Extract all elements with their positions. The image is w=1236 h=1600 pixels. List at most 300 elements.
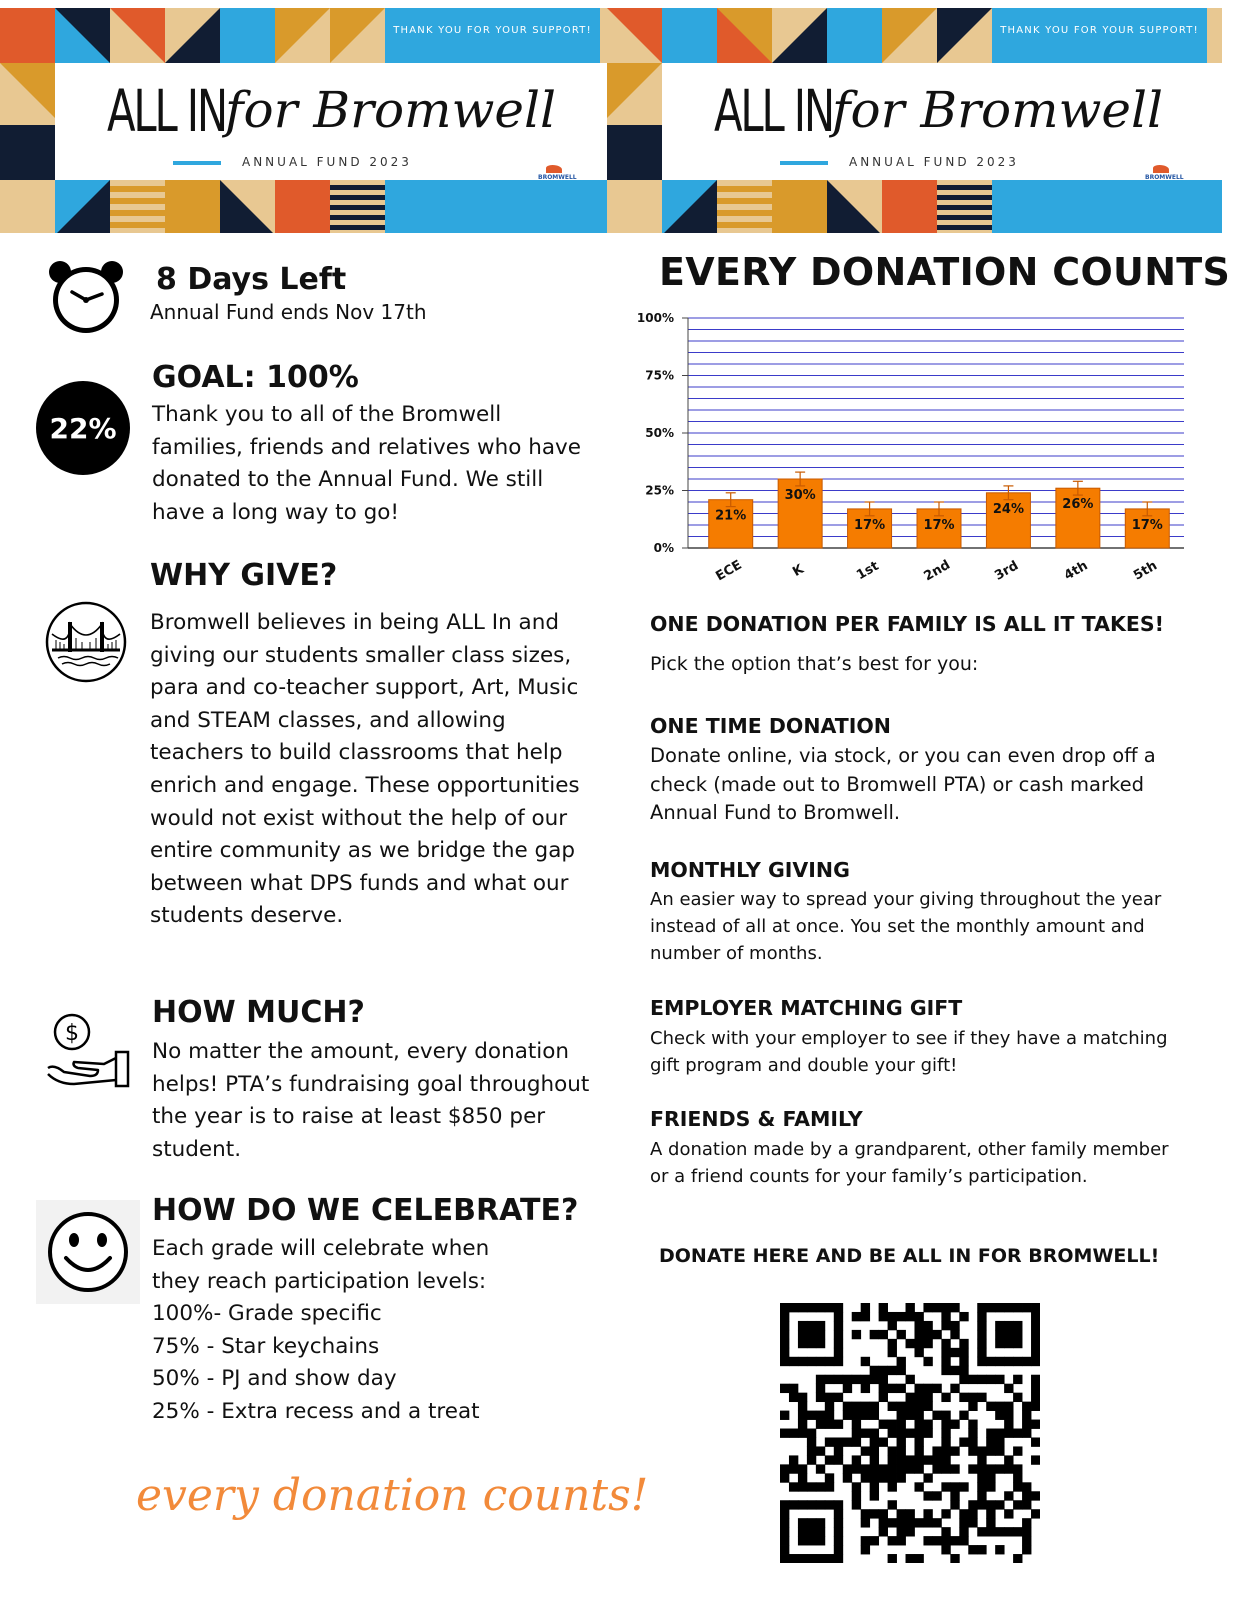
qr-module <box>861 1303 870 1312</box>
thanks-banner-text: THANK YOU FOR YOUR SUPPORT! <box>992 8 1207 63</box>
x-tick-label: 3rd <box>992 558 1022 584</box>
qr-module <box>950 1491 959 1500</box>
qr-module <box>923 1330 932 1339</box>
qr-module <box>888 1554 897 1563</box>
thanks-banner-text: THANK YOU FOR YOUR SUPPORT! <box>385 8 600 63</box>
qr-module <box>923 1509 932 1518</box>
qr-module <box>1004 1509 1013 1518</box>
qr-module <box>807 1518 816 1527</box>
qr-module <box>1004 1411 1013 1420</box>
qr-module <box>852 1437 861 1446</box>
qr-module <box>807 1357 816 1366</box>
qr-module <box>968 1500 977 1509</box>
qr-module <box>780 1518 789 1527</box>
qr-module <box>897 1536 906 1545</box>
qr-module <box>923 1473 932 1482</box>
data-label: 17% <box>854 517 886 533</box>
qr-module <box>861 1312 870 1321</box>
qr-module <box>834 1446 843 1455</box>
qr-module <box>923 1429 932 1438</box>
qr-module <box>888 1420 897 1429</box>
qr-module <box>968 1393 977 1402</box>
qr-module <box>995 1321 1004 1330</box>
qr-module <box>959 1536 968 1545</box>
qr-module <box>780 1384 789 1393</box>
qr-module <box>923 1491 932 1500</box>
qr-module <box>941 1527 950 1536</box>
qr-module <box>897 1437 906 1446</box>
qr-module <box>1022 1536 1031 1545</box>
participation-badge: 22% <box>36 381 130 475</box>
qr-module <box>977 1446 986 1455</box>
qr-module <box>932 1518 941 1527</box>
qr-module <box>879 1303 888 1312</box>
qr-module <box>816 1420 825 1429</box>
qr-module <box>1031 1339 1040 1348</box>
qr-module <box>834 1321 843 1330</box>
qr-module <box>950 1464 959 1473</box>
qr-module <box>870 1509 879 1518</box>
qr-module <box>950 1348 959 1357</box>
qr-module <box>959 1509 968 1518</box>
qr-module <box>1004 1384 1013 1393</box>
banner-title-bromwell: for Bromwell <box>225 81 556 139</box>
qr-module <box>986 1402 995 1411</box>
qr-module <box>914 1429 923 1438</box>
qr-module <box>906 1393 915 1402</box>
qr-module <box>780 1330 789 1339</box>
qr-module <box>888 1464 897 1473</box>
qr-module <box>816 1554 825 1563</box>
qr-module <box>968 1446 977 1455</box>
qr-module <box>923 1321 932 1330</box>
qr-module <box>1004 1420 1013 1429</box>
one-donation-heading: ONE DONATION PER FAMILY IS ALL IT TAKES! <box>650 612 1164 636</box>
qr-module <box>932 1384 941 1393</box>
qr-module <box>897 1473 906 1482</box>
qr-module <box>870 1411 879 1420</box>
qr-module <box>1031 1330 1040 1339</box>
qr-module <box>834 1393 843 1402</box>
qr-module <box>834 1348 843 1357</box>
qr-module <box>834 1554 843 1563</box>
money-hand-icon <box>44 1010 134 1090</box>
qr-module <box>1031 1509 1040 1518</box>
qr-module <box>977 1500 986 1509</box>
qr-module <box>879 1518 888 1527</box>
data-label: 24% <box>992 501 1024 517</box>
qr-module <box>897 1411 906 1420</box>
qr-module <box>995 1402 1004 1411</box>
qr-module <box>1013 1357 1022 1366</box>
qr-module <box>879 1473 888 1482</box>
qr-module <box>780 1348 789 1357</box>
qr-module <box>923 1384 932 1393</box>
qr-module <box>906 1411 915 1420</box>
qr-module <box>780 1545 789 1554</box>
qr-module <box>1013 1446 1022 1455</box>
qr-module <box>825 1420 834 1429</box>
qr-module <box>870 1437 879 1446</box>
friends-family-title: FRIENDS & FAMILY <box>650 1107 863 1131</box>
qr-module <box>888 1446 897 1455</box>
qr-module <box>1022 1402 1031 1411</box>
fund-end-date: Annual Fund ends Nov 17th <box>150 300 427 324</box>
qr-module <box>977 1330 986 1339</box>
qr-module <box>816 1518 825 1527</box>
qr-module <box>959 1357 968 1366</box>
qr-module <box>1004 1429 1013 1438</box>
qr-module <box>852 1482 861 1491</box>
qr-module <box>977 1348 986 1357</box>
qr-module <box>986 1357 995 1366</box>
qr-module <box>941 1420 950 1429</box>
qr-module <box>914 1518 923 1527</box>
qr-module <box>1022 1527 1031 1536</box>
qr-module <box>789 1303 798 1312</box>
why-give-title: WHY GIVE? <box>150 558 338 593</box>
qr-module <box>843 1411 852 1420</box>
qr-module <box>941 1446 950 1455</box>
data-label: 26% <box>1062 497 1094 513</box>
qr-module <box>1004 1491 1013 1500</box>
qr-module <box>870 1482 879 1491</box>
qr-module <box>888 1518 897 1527</box>
qr-module <box>950 1321 959 1330</box>
qr-module <box>914 1464 923 1473</box>
qr-module <box>914 1411 923 1420</box>
qr-module <box>1022 1303 1031 1312</box>
qr-module <box>986 1509 995 1518</box>
qr-module <box>906 1402 915 1411</box>
qr-module <box>798 1402 807 1411</box>
qr-module <box>798 1429 807 1438</box>
qr-module <box>825 1455 834 1464</box>
qr-module <box>879 1384 888 1393</box>
qr-module <box>861 1473 870 1482</box>
banner-title-allin: ALL IN <box>107 77 226 145</box>
qr-module <box>941 1509 950 1518</box>
qr-module <box>780 1509 789 1518</box>
banner-divider <box>173 161 221 165</box>
qr-module <box>852 1330 861 1339</box>
qr-module <box>968 1437 977 1446</box>
qr-module <box>1031 1402 1040 1411</box>
qr-module <box>959 1375 968 1384</box>
qr-module <box>780 1500 789 1509</box>
qr-module <box>1013 1482 1022 1491</box>
qr-module <box>807 1321 816 1330</box>
qr-module <box>897 1446 906 1455</box>
qr-module <box>780 1339 789 1348</box>
qr-module <box>789 1357 798 1366</box>
qr-module <box>959 1366 968 1375</box>
qr-module <box>870 1446 879 1455</box>
qr-module <box>843 1384 852 1393</box>
qr-module <box>798 1464 807 1473</box>
qr-module <box>798 1473 807 1482</box>
qr-module <box>959 1527 968 1536</box>
qr-module <box>852 1491 861 1500</box>
qr-module <box>816 1384 825 1393</box>
banner-title-panel <box>55 63 615 180</box>
qr-module <box>1013 1339 1022 1348</box>
bridge-icon <box>44 600 128 684</box>
qr-module <box>950 1366 959 1375</box>
qr-module <box>897 1366 906 1375</box>
qr-module <box>959 1348 968 1357</box>
qr-module <box>834 1536 843 1545</box>
smiley-icon <box>36 1200 140 1304</box>
qr-module <box>807 1330 816 1339</box>
qr-module <box>789 1500 798 1509</box>
qr-module <box>959 1312 968 1321</box>
qr-module <box>1031 1491 1040 1500</box>
qr-module <box>977 1321 986 1330</box>
qr-module <box>1013 1464 1022 1473</box>
qr-module <box>897 1464 906 1473</box>
qr-module <box>897 1420 906 1429</box>
qr-module <box>950 1384 959 1393</box>
monthly-giving-text: An easier way to spread your giving throughout the year instead of all at once. You set the monthly amount and number of months. <box>650 889 1162 964</box>
qr-module <box>852 1500 861 1509</box>
qr-module <box>861 1545 870 1554</box>
qr-module <box>834 1303 843 1312</box>
qr-module <box>825 1375 834 1384</box>
qr-module <box>986 1464 995 1473</box>
qr-module <box>843 1473 852 1482</box>
qr-module <box>780 1357 789 1366</box>
celebrate-level-50: 50% - PJ and show day <box>152 1366 397 1392</box>
qr-module <box>906 1303 915 1312</box>
qr-module <box>968 1402 977 1411</box>
qr-module <box>780 1303 789 1312</box>
x-tick-label: 1st <box>854 558 882 584</box>
bromwell-logo <box>1145 165 1184 181</box>
qr-module <box>798 1411 807 1420</box>
qr-module <box>852 1411 861 1420</box>
qr-module <box>950 1303 959 1312</box>
qr-module <box>789 1429 798 1438</box>
qr-module <box>986 1518 995 1527</box>
y-tick-label: 100% <box>636 311 674 325</box>
qr-module <box>923 1420 932 1429</box>
qr-module <box>879 1366 888 1375</box>
qr-module <box>807 1429 816 1438</box>
qr-module <box>995 1464 1004 1473</box>
donation-qr-code[interactable] <box>780 1303 1040 1563</box>
qr-module <box>914 1420 923 1429</box>
qr-module <box>816 1527 825 1536</box>
qr-module <box>995 1330 1004 1339</box>
qr-module <box>870 1491 879 1500</box>
qr-module <box>888 1402 897 1411</box>
qr-module <box>986 1482 995 1491</box>
qr-module <box>879 1527 888 1536</box>
monthly-giving-title: MONTHLY GIVING <box>650 858 850 882</box>
qr-module <box>1013 1527 1022 1536</box>
qr-module <box>1031 1321 1040 1330</box>
qr-module <box>888 1482 897 1491</box>
qr-module <box>834 1312 843 1321</box>
qr-module <box>1031 1437 1040 1446</box>
employer-matching-title: EMPLOYER MATCHING GIFT <box>650 996 963 1020</box>
qr-module <box>977 1491 986 1500</box>
celebrate-level-75: 75% - Star keychains <box>152 1333 380 1359</box>
why-give-text: Bromwell believes in being ALL In and giving our students smaller class sizes, para and co-teacher support, Art, Music and STEAM classes, and allowing teachers to build classrooms that help enrich and engage. These opportunities would not exist without the help of our entire community as we bridge the gap between what DPS funds and what our students deserve. <box>150 610 580 929</box>
qr-module <box>1022 1518 1031 1527</box>
qr-module <box>1031 1303 1040 1312</box>
qr-module <box>906 1518 915 1527</box>
qr-module <box>825 1554 834 1563</box>
qr-module <box>1022 1420 1031 1429</box>
qr-module <box>906 1554 915 1563</box>
qr-module <box>995 1411 1004 1420</box>
qr-module <box>807 1411 816 1420</box>
qr-module <box>906 1509 915 1518</box>
qr-module <box>923 1518 932 1527</box>
qr-module <box>941 1321 950 1330</box>
qr-module <box>914 1384 923 1393</box>
one-time-donation-title: ONE TIME DONATION <box>650 714 891 738</box>
qr-module <box>941 1455 950 1464</box>
data-label: 17% <box>923 517 955 533</box>
goal-title: GOAL: 100% <box>152 360 359 395</box>
qr-module <box>825 1393 834 1402</box>
qr-module <box>986 1527 995 1536</box>
qr-module <box>798 1339 807 1348</box>
donate-here-heading: DONATE HERE AND BE ALL IN FOR BROMWELL! <box>659 1245 1160 1267</box>
qr-module <box>834 1509 843 1518</box>
qr-module <box>780 1321 789 1330</box>
qr-module <box>923 1455 932 1464</box>
qr-module <box>852 1402 861 1411</box>
qr-module <box>906 1464 915 1473</box>
qr-module <box>879 1420 888 1429</box>
qr-module <box>968 1420 977 1429</box>
qr-module <box>959 1518 968 1527</box>
banner-divider <box>780 161 828 165</box>
qr-module <box>923 1357 932 1366</box>
qr-module <box>870 1375 879 1384</box>
qr-module <box>888 1500 897 1509</box>
qr-module <box>914 1455 923 1464</box>
qr-module <box>932 1303 941 1312</box>
qr-module <box>968 1509 977 1518</box>
qr-module <box>959 1437 968 1446</box>
qr-module <box>914 1402 923 1411</box>
qr-module <box>950 1536 959 1545</box>
qr-module <box>825 1473 834 1482</box>
qr-module <box>807 1554 816 1563</box>
qr-module <box>852 1455 861 1464</box>
qr-module <box>861 1518 870 1527</box>
qr-module <box>977 1545 986 1554</box>
qr-module <box>914 1437 923 1446</box>
qr-module <box>852 1429 861 1438</box>
qr-module <box>1031 1348 1040 1357</box>
qr-module <box>941 1482 950 1491</box>
qr-module <box>852 1312 861 1321</box>
x-tick-label: 2nd <box>921 557 953 585</box>
qr-module <box>1004 1357 1013 1366</box>
qr-module <box>816 1330 825 1339</box>
data-label: 17% <box>1131 517 1163 533</box>
qr-module <box>941 1312 950 1321</box>
banner-right <box>607 8 1222 233</box>
qr-module <box>816 1357 825 1366</box>
qr-module <box>914 1482 923 1491</box>
qr-module <box>897 1312 906 1321</box>
qr-module <box>986 1437 995 1446</box>
qr-module <box>977 1339 986 1348</box>
qr-module <box>798 1330 807 1339</box>
qr-module <box>941 1411 950 1420</box>
qr-module <box>914 1393 923 1402</box>
qr-module <box>825 1411 834 1420</box>
qr-module <box>932 1464 941 1473</box>
qr-module <box>870 1366 879 1375</box>
qr-module <box>888 1321 897 1330</box>
qr-module <box>870 1330 879 1339</box>
qr-module <box>888 1455 897 1464</box>
qr-module <box>879 1437 888 1446</box>
qr-module <box>834 1375 843 1384</box>
qr-module <box>923 1339 932 1348</box>
bear-icon <box>546 165 562 173</box>
x-tick-label: 5th <box>1131 558 1160 584</box>
qr-module <box>959 1411 968 1420</box>
x-tick-label: K <box>790 561 807 580</box>
qr-module <box>941 1339 950 1348</box>
banner-title-allin: ALL IN <box>714 77 833 145</box>
qr-module <box>807 1437 816 1446</box>
qr-module <box>1031 1393 1040 1402</box>
qr-module <box>798 1554 807 1563</box>
qr-module <box>789 1464 798 1473</box>
y-tick-label: 0% <box>653 541 674 555</box>
qr-module <box>914 1554 923 1563</box>
data-label: 30% <box>784 488 816 503</box>
qr-module <box>816 1321 825 1330</box>
qr-module <box>995 1527 1004 1536</box>
qr-module <box>986 1429 995 1438</box>
bear-icon <box>1153 165 1169 173</box>
qr-module <box>861 1384 870 1393</box>
qr-module <box>1031 1455 1040 1464</box>
qr-module <box>932 1411 941 1420</box>
qr-module <box>968 1545 977 1554</box>
x-tick-label: 4th <box>1061 558 1091 584</box>
qr-module <box>888 1536 897 1545</box>
pick-option-text: Pick the option that’s best for you: <box>650 653 979 675</box>
qr-module <box>888 1473 897 1482</box>
qr-module <box>959 1339 968 1348</box>
qr-module <box>852 1464 861 1473</box>
qr-module <box>950 1446 959 1455</box>
qr-module <box>1004 1527 1013 1536</box>
qr-module <box>941 1348 950 1357</box>
qr-module <box>1004 1330 1013 1339</box>
y-tick-label: 75% <box>645 368 674 383</box>
qr-module <box>834 1437 843 1446</box>
qr-module <box>834 1420 843 1429</box>
qr-module <box>825 1357 834 1366</box>
qr-module <box>986 1375 995 1384</box>
qr-module <box>780 1429 789 1438</box>
qr-module <box>950 1420 959 1429</box>
qr-module <box>1031 1357 1040 1366</box>
